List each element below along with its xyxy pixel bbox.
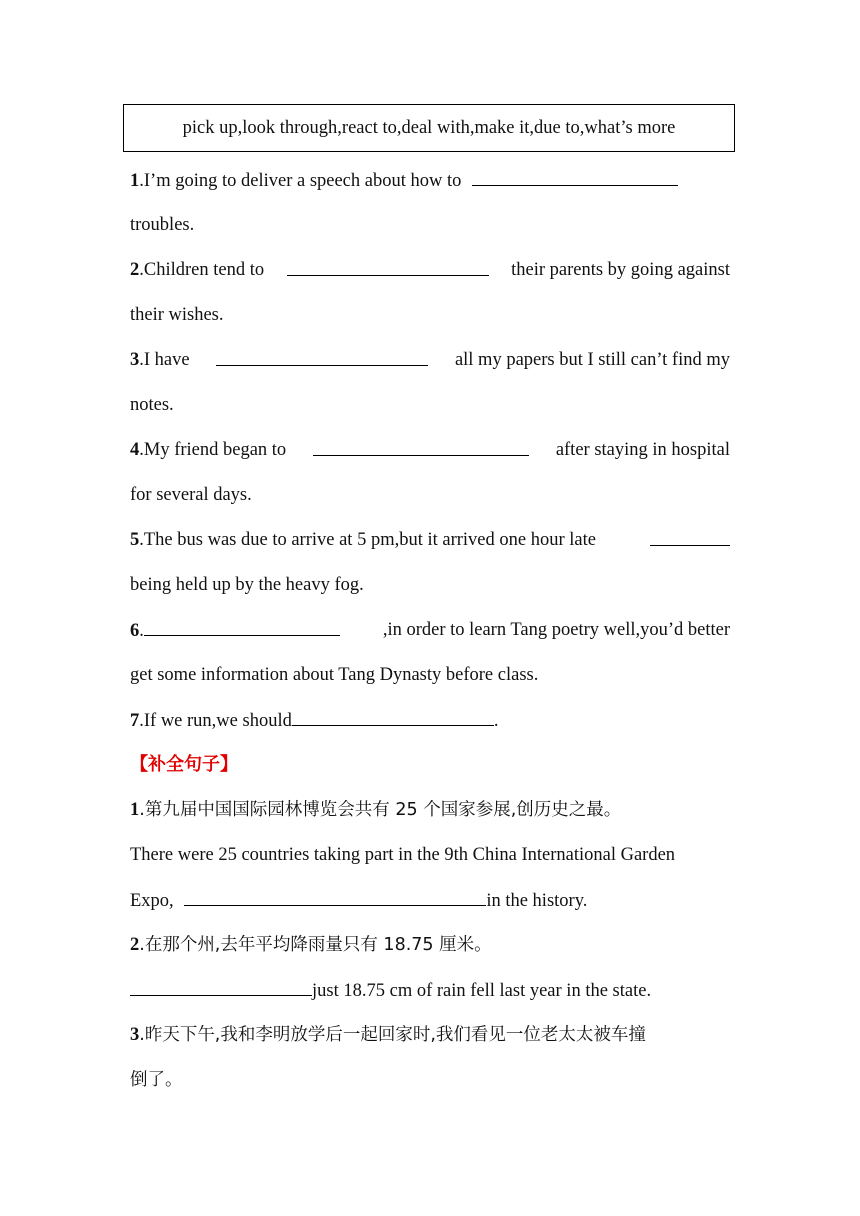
- complete-2-chinese: [130, 933, 730, 957]
- complete-1-chinese: [130, 798, 730, 822]
- complete-2-number: 2: [130, 935, 140, 955]
- exercise-6-text: .: [139, 621, 144, 641]
- exercise-2-text-after: their parents by going against: [511, 260, 730, 280]
- complete-1-text-before: Expo,: [130, 891, 174, 911]
- complete-3-chinese: [130, 1023, 730, 1047]
- exercise-5-blank[interactable]: [650, 528, 730, 546]
- exercise-1-text: .I’m going to deliver a speech about how to: [139, 171, 462, 191]
- exercise-5-line: [130, 528, 730, 552]
- exercise-6-blank[interactable]: [144, 618, 340, 636]
- exercise-5-text: .The bus was due to arrive at 5 pm,but it arrived one hour late: [139, 530, 596, 550]
- exercise-4-line: [130, 438, 730, 462]
- complete-1-blank[interactable]: [184, 888, 486, 906]
- exercise-3-line: [130, 348, 730, 372]
- exercise-2-cont: their wishes.: [130, 305, 224, 325]
- complete-3-chinese-2: 倒了。: [130, 1070, 183, 1090]
- exercise-1-number: 1: [130, 171, 140, 191]
- complete-1-english-2: [130, 888, 730, 913]
- word-bank-box: [123, 104, 735, 152]
- exercise-7-text: .If we run,we should: [139, 711, 292, 731]
- exercise-4-text-after: after staying in hospital: [555, 440, 730, 460]
- exercise-3-number: 3: [130, 350, 140, 370]
- exercise-3-blank[interactable]: [216, 348, 428, 366]
- exercise-5-cont: being held up by the heavy fog.: [130, 575, 364, 595]
- complete-2-english: [130, 978, 730, 1003]
- exercise-6-cont: get some information about Tang Dynasty before class.: [130, 665, 539, 685]
- exercise-2-blank[interactable]: [287, 258, 489, 276]
- exercise-1-blank[interactable]: [472, 168, 678, 186]
- complete-2-chinese-text: .在那个州,去年平均降雨量只有 18.75 厘米。: [139, 935, 492, 955]
- exercise-7-text-after: .: [493, 711, 499, 731]
- complete-1-text-after: in the history.: [486, 891, 588, 911]
- exercise-3-text: .I have: [139, 350, 190, 370]
- exercise-6-text-after: ,in order to learn Tang poetry well,you’d better: [382, 620, 730, 640]
- exercise-7-line: [130, 708, 730, 733]
- exercise-6-line: [130, 618, 730, 643]
- exercise-3-text-after: all my papers but I still can’t find my: [454, 350, 730, 370]
- exercise-4-text: .My friend began to: [139, 440, 287, 460]
- exercise-2-text: .Children tend to: [139, 260, 265, 280]
- exercise-4-cont: for several days.: [130, 485, 252, 505]
- exercise-7-blank[interactable]: [292, 708, 494, 726]
- exercise-4-blank[interactable]: [313, 438, 529, 456]
- complete-2-text-after: just 18.75 cm of rain fell last year in the state.: [312, 981, 652, 1001]
- exercise-6-number: 6: [130, 621, 140, 641]
- complete-3-chinese-text: .昨天下午,我和李明放学后一起回家时,我们看见一位老太太被车撞: [139, 1025, 646, 1045]
- exercise-2-number: 2: [130, 260, 140, 280]
- exercise-7-number: 7: [130, 711, 140, 731]
- complete-3-number: 3: [130, 1025, 140, 1045]
- exercise-2-line: [130, 258, 730, 282]
- exercise-5-number: 5: [130, 530, 140, 550]
- exercise-3-cont: notes.: [130, 395, 174, 415]
- exercise-1-cont: troubles.: [130, 215, 195, 235]
- complete-1-chinese-text: .第九届中国国际园林博览会共有 25 个国家参展,创历史之最。: [139, 800, 622, 820]
- word-bank-text: pick up,look through,react to,deal with,make it,due to,what’s more: [182, 117, 676, 138]
- exercise-4-number: 4: [130, 440, 140, 460]
- complete-2-blank[interactable]: [130, 978, 312, 996]
- complete-1-english: There were 25 countries taking part in the 9th China International Garden: [130, 845, 676, 865]
- complete-1-number: 1: [130, 800, 140, 820]
- section-title: 【补全句子】: [130, 754, 238, 775]
- exercise-1-line: [130, 168, 730, 193]
